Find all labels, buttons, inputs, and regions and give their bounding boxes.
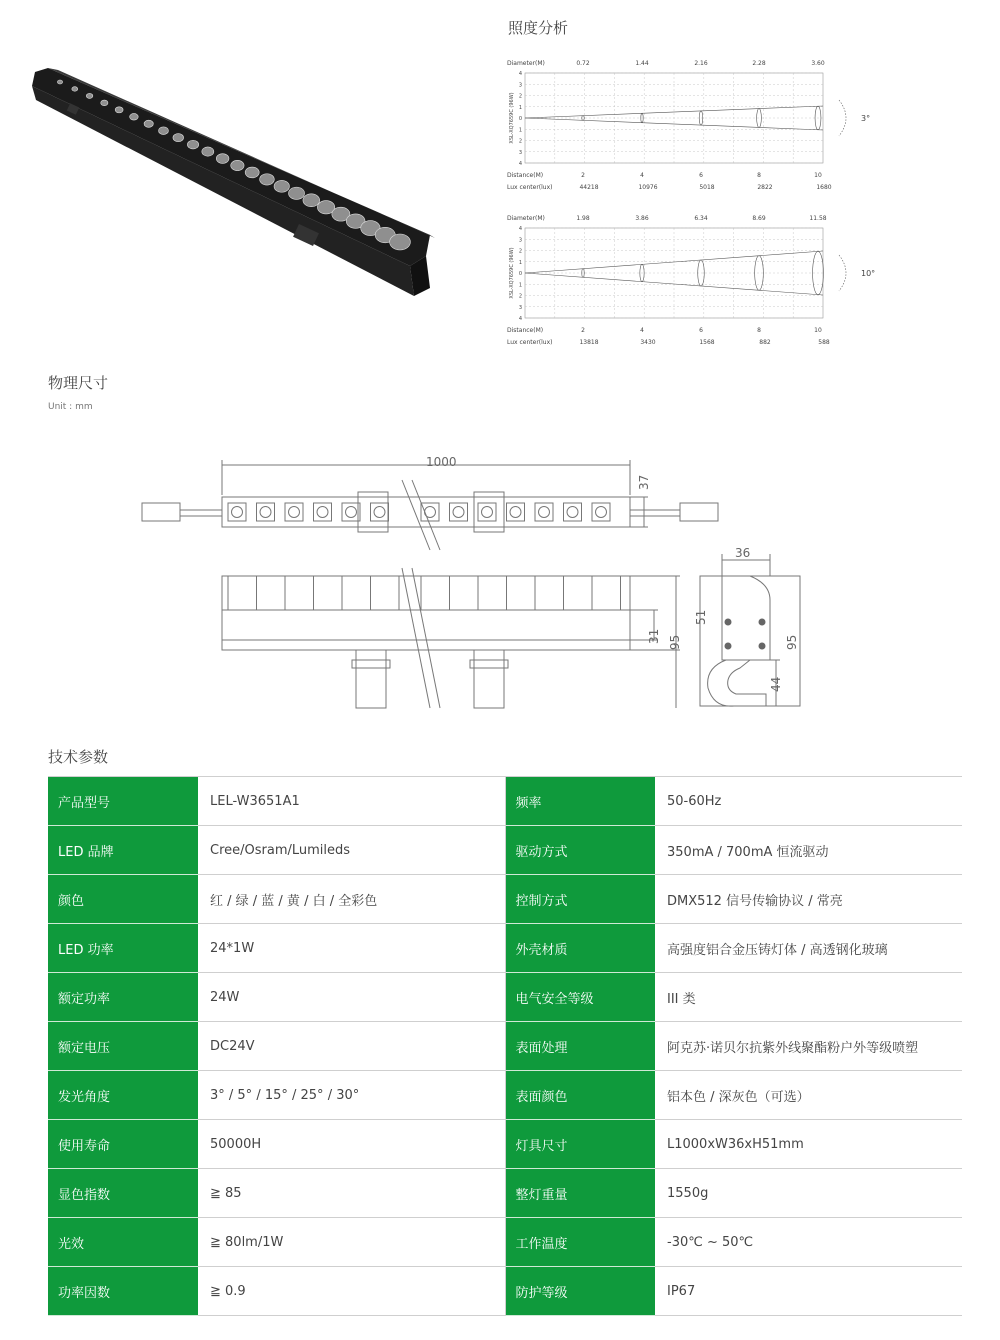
- led-lens: [539, 507, 550, 518]
- distance-label: Distance(M): [507, 327, 544, 334]
- diameter-label: Diameter(M): [507, 215, 545, 222]
- led-cell: [421, 503, 439, 521]
- front-cell: [228, 576, 257, 610]
- spec-key: 频率: [505, 777, 655, 826]
- diameter-value: 11.58: [809, 215, 827, 222]
- diameter-value: 0.72: [576, 60, 590, 67]
- lens: [274, 180, 289, 192]
- lux-value: 3430: [640, 339, 656, 346]
- distance-value: 6: [699, 327, 703, 334]
- lux-value: 1680: [816, 184, 832, 191]
- led-lens: [567, 507, 578, 518]
- distance-value: 2: [581, 327, 585, 334]
- distance-value: 8: [757, 172, 761, 179]
- lens: [260, 174, 275, 185]
- spec-value: 1550g: [655, 1169, 962, 1218]
- spec-key: 使用寿命: [48, 1120, 198, 1169]
- led-lens: [260, 507, 271, 518]
- diameter-value: 2.16: [694, 60, 708, 67]
- y-axis-label: XSL-XQ7659C (96W): [509, 92, 515, 144]
- beam-angle: 10°: [861, 269, 876, 278]
- lens: [288, 187, 304, 199]
- spec-value: 24*1W: [198, 924, 505, 973]
- lens: [173, 134, 184, 142]
- diameter-value: 3.86: [635, 215, 649, 222]
- lens: [159, 127, 169, 135]
- led-cell: [478, 503, 496, 521]
- front-cell: [257, 576, 286, 610]
- distance-value: 10: [814, 172, 822, 179]
- spec-key: 额定电压: [48, 1022, 198, 1071]
- lens: [101, 100, 108, 106]
- front-cell: [421, 576, 450, 610]
- lens: [216, 154, 229, 164]
- y-tick: 1: [518, 282, 522, 289]
- y-tick: 1: [518, 104, 522, 111]
- dim-31: 31: [647, 628, 661, 644]
- dim-95-front: 95: [668, 634, 682, 650]
- spec-value: 24W: [198, 973, 505, 1022]
- spec-row: [48, 1022, 962, 1071]
- spec-key: 驱动方式: [505, 826, 655, 875]
- unit-label: Unit : mm: [48, 402, 93, 412]
- led-lens: [289, 507, 300, 518]
- specs-title: 技术参数: [48, 748, 109, 766]
- spec-key: 工作温度: [505, 1218, 655, 1267]
- illuminance-title: 照度分析: [508, 19, 569, 37]
- front-cell: [564, 576, 593, 610]
- spec-value: 红 / 绿 / 蓝 / 黄 / 白 / 全彩色: [198, 875, 505, 924]
- diameter-value: 3.60: [811, 60, 825, 67]
- spec-value: 3° / 5° / 15° / 25° / 30°: [198, 1071, 505, 1120]
- beam-chart-3deg: [505, 55, 885, 195]
- lens: [144, 120, 153, 127]
- dim-37: 37: [637, 474, 651, 490]
- dim-95-side: 95: [785, 634, 799, 650]
- distance-value: 4: [640, 327, 644, 334]
- lens: [72, 87, 78, 92]
- lux-value: 1568: [699, 339, 715, 346]
- spec-value: DC24V: [198, 1022, 505, 1071]
- spec-key: 功率因数: [48, 1267, 198, 1316]
- y-tick: 4: [518, 71, 522, 77]
- y-tick: 1: [518, 127, 522, 134]
- spec-value: 高强度铝合金压铸灯体 / 高透钢化玻璃: [655, 924, 962, 973]
- front-cell: [592, 576, 621, 610]
- spec-key: 防护等级: [505, 1267, 655, 1316]
- distance-label: Distance(M): [507, 172, 544, 179]
- spec-table: [48, 776, 962, 1316]
- dimensions-title: 物理尺寸: [48, 374, 109, 392]
- lens: [390, 234, 411, 250]
- spec-value: 50000H: [198, 1120, 505, 1169]
- spec-row: [48, 875, 962, 924]
- lens: [187, 140, 198, 149]
- y-tick: 3: [518, 149, 522, 156]
- y-tick: 2: [518, 248, 522, 255]
- spec-value: 350mA / 700mA 恒流驱动: [655, 826, 962, 875]
- spec-key: 电气安全等级: [505, 973, 655, 1022]
- front-cell: [285, 576, 314, 610]
- led-cell: [314, 503, 332, 521]
- diameter-label: Diameter(M): [507, 60, 545, 67]
- spec-row: [48, 1218, 962, 1267]
- lux-label: Lux center(lux): [507, 339, 553, 346]
- spec-key: 外壳材质: [505, 924, 655, 973]
- y-tick: 4: [518, 316, 522, 322]
- front-cell: [450, 576, 479, 610]
- spec-row: [48, 924, 962, 973]
- front-cell: [342, 576, 371, 610]
- lux-value: 882: [759, 339, 771, 346]
- lux-value: 13818: [579, 339, 599, 346]
- y-tick: 3: [518, 82, 522, 89]
- y-tick: 2: [518, 93, 522, 100]
- spec-row: [48, 1120, 962, 1169]
- lens: [245, 167, 259, 178]
- spec-row: [48, 1169, 962, 1218]
- y-tick: 0: [518, 271, 522, 277]
- spec-key: 整灯重量: [505, 1169, 655, 1218]
- spec-value: ≧ 0.9: [198, 1267, 505, 1316]
- led-lens: [510, 507, 521, 518]
- y-tick: 3: [518, 304, 522, 311]
- spec-value: 铝本色 / 深灰色（可选）: [655, 1071, 962, 1120]
- led-lens: [453, 507, 464, 518]
- dim-36: 36: [735, 546, 751, 560]
- lux-value: 44218: [579, 184, 599, 191]
- spec-key: 颜色: [48, 875, 198, 924]
- spec-key: 额定功率: [48, 973, 198, 1022]
- spec-value: DMX512 信号传输协议 / 常亮: [655, 875, 962, 924]
- led-cell: [450, 503, 468, 521]
- lux-value: 5018: [699, 184, 715, 191]
- led-lens: [425, 507, 436, 518]
- spec-value: LEL-W3651A1: [198, 777, 505, 826]
- y-tick: 2: [518, 293, 522, 300]
- spec-value: 50-60Hz: [655, 777, 962, 826]
- spec-value: -30℃ ~ 50℃: [655, 1218, 962, 1267]
- spec-value: ≧ 85: [198, 1169, 505, 1218]
- led-lens: [317, 507, 328, 518]
- y-tick: 4: [518, 226, 522, 232]
- lens: [86, 93, 93, 98]
- diameter-value: 6.34: [694, 215, 708, 222]
- spec-key: 产品型号: [48, 777, 198, 826]
- led-cell: [285, 503, 303, 521]
- led-lens: [346, 507, 357, 518]
- front-cell: [314, 576, 343, 610]
- led-cell: [371, 503, 389, 521]
- distance-value: 2: [581, 172, 585, 179]
- spec-value: L1000xW36xH51mm: [655, 1120, 962, 1169]
- lens: [202, 147, 214, 156]
- spec-key: 控制方式: [505, 875, 655, 924]
- spec-key: 表面处理: [505, 1022, 655, 1071]
- lux-value: 2822: [757, 184, 773, 191]
- product-photo: [30, 60, 440, 300]
- led-cell: [564, 503, 582, 521]
- beam-angle: 3°: [861, 114, 871, 123]
- spec-value: Cree/Osram/Lumileds: [198, 826, 505, 875]
- spec-key: 光效: [48, 1218, 198, 1267]
- distance-value: 10: [814, 327, 822, 334]
- led-cell: [228, 503, 246, 521]
- spec-value: ≧ 80lm/1W: [198, 1218, 505, 1267]
- fixture-cells: [228, 503, 621, 610]
- diameter-value: 1.98: [576, 215, 590, 222]
- spec-row: [48, 1071, 962, 1120]
- front-cell: [535, 576, 564, 610]
- spec-value: III 类: [655, 973, 962, 1022]
- front-cell: [507, 576, 536, 610]
- lens: [303, 194, 320, 207]
- lens: [57, 80, 62, 84]
- y-tick: 0: [518, 116, 522, 122]
- led-lens: [596, 507, 607, 518]
- spec-key: 显色指数: [48, 1169, 198, 1218]
- led-lens: [374, 507, 385, 518]
- lux-label: Lux center(lux): [507, 184, 553, 191]
- dim-51: 51: [694, 609, 708, 625]
- spec-key: 发光角度: [48, 1071, 198, 1120]
- spec-value: IP67: [655, 1267, 962, 1316]
- beam-chart-10deg: [505, 210, 885, 350]
- lux-value: 10976: [638, 184, 658, 191]
- y-tick: 4: [518, 161, 522, 167]
- y-tick: 1: [518, 259, 522, 266]
- led-lens: [482, 507, 493, 518]
- y-tick: 2: [518, 138, 522, 145]
- led-cell: [592, 503, 610, 521]
- spec-key: 灯具尺寸: [505, 1120, 655, 1169]
- dim-1000: 1000: [426, 455, 457, 469]
- spec-key: LED 功率: [48, 924, 198, 973]
- diameter-value: 8.69: [752, 215, 766, 222]
- spec-key: 表面颜色: [505, 1071, 655, 1120]
- diameter-value: 2.28: [752, 60, 766, 67]
- front-cell: [478, 576, 507, 610]
- front-cell: [371, 576, 400, 610]
- lens: [231, 160, 244, 170]
- distance-value: 6: [699, 172, 703, 179]
- y-tick: 3: [518, 237, 522, 244]
- led-cell: [535, 503, 553, 521]
- distance-value: 4: [640, 172, 644, 179]
- spec-row: [48, 826, 962, 875]
- led-lens: [232, 507, 243, 518]
- spec-key: LED 品牌: [48, 826, 198, 875]
- spec-row: [48, 1267, 962, 1316]
- lens: [115, 107, 123, 113]
- dim-44: 44: [769, 676, 783, 692]
- lens: [130, 113, 139, 120]
- spec-row: [48, 777, 962, 826]
- spec-value: 阿克苏·诺贝尔抗紫外线聚酯粉户外等级喷塑: [655, 1022, 962, 1071]
- led-cell: [507, 503, 525, 521]
- diameter-value: 1.44: [635, 60, 649, 67]
- spec-row: [48, 973, 962, 1022]
- lux-value: 588: [818, 339, 830, 346]
- led-cell: [257, 503, 275, 521]
- led-cell: [342, 503, 360, 521]
- y-axis-label: XSL-XQ7659C (96W): [509, 247, 515, 299]
- distance-value: 8: [757, 327, 761, 334]
- dimension-drawing: [130, 450, 830, 720]
